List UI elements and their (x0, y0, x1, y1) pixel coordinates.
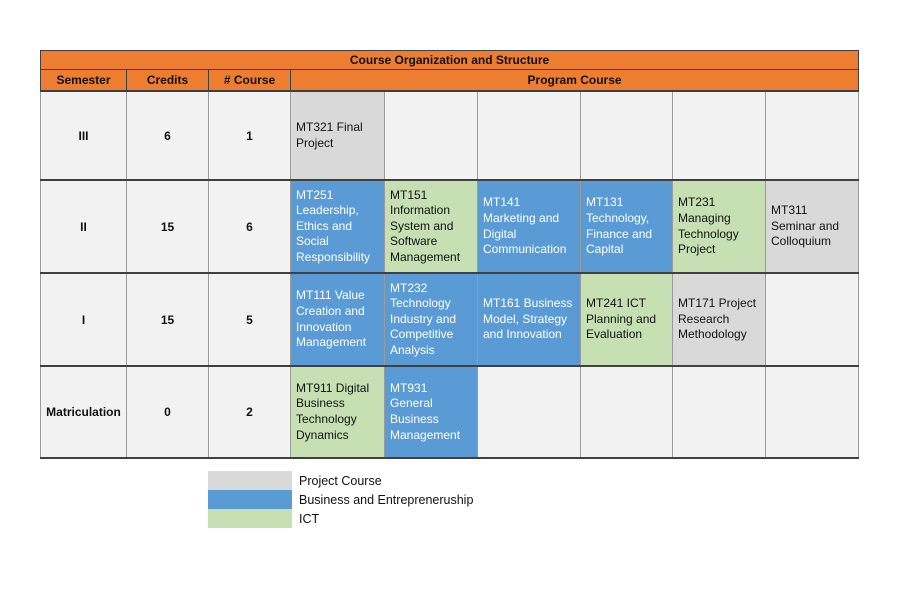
semester-label: II (41, 180, 127, 273)
col-header-semester: Semester (41, 70, 127, 92)
course-cell: MT151 Information System and Software Management (385, 180, 478, 273)
num-course-value: 1 (209, 91, 291, 180)
course-cell-empty (766, 273, 859, 366)
course-cell-empty (673, 91, 766, 180)
course-cell-empty (581, 91, 673, 180)
credits-value: 15 (127, 180, 209, 273)
legend-item-ict (208, 509, 473, 528)
course-cell-empty (385, 91, 478, 180)
table-title-row (41, 51, 859, 70)
course-cell-empty (766, 91, 859, 180)
col-header-num-course: # Course (209, 70, 291, 92)
course-cell: MT161 Business Model, Strategy and Innovation (478, 273, 581, 366)
semester-row-iii (41, 91, 859, 180)
col-header-program-course: Program Course (291, 70, 859, 92)
course-cell: MT931 General Business Management (385, 366, 478, 458)
legend-label-project-course: Project Course (299, 473, 382, 488)
credits-value: 0 (127, 366, 209, 458)
course-cell-empty (478, 91, 581, 180)
semester-row-matriculation (41, 366, 859, 458)
course-cell-empty (673, 366, 766, 458)
semester-row-i (41, 273, 859, 366)
course-cell: MT231 Managing Technology Project (673, 180, 766, 273)
course-cell: MT241 ICT Planning and Evaluation (581, 273, 673, 366)
course-cell: MT232 Technology Industry and Competitive Analysis (385, 273, 478, 366)
course-cell-empty (581, 366, 673, 458)
course-cell-empty (766, 366, 859, 458)
course-organization-table (40, 50, 859, 459)
num-course-value: 2 (209, 366, 291, 458)
num-course-value: 6 (209, 180, 291, 273)
col-header-credits: Credits (127, 70, 209, 92)
course-cell: MT111 Value Creation and Innovation Management (291, 273, 385, 366)
course-cell: MT141 Marketing and Digital Communication (478, 180, 581, 273)
legend (208, 471, 473, 528)
semester-label: III (41, 91, 127, 180)
course-cell: MT321 Final Project (291, 91, 385, 180)
course-cell: MT171 Project Research Methodology (673, 273, 766, 366)
legend-label-ict: ICT (299, 511, 320, 526)
num-course-value: 5 (209, 273, 291, 366)
credits-value: 15 (127, 273, 209, 366)
legend-swatch-project-course (208, 471, 292, 490)
course-cell-empty (478, 366, 581, 458)
legend-label-business-entrepreneurship: Business and Entrepreneruship (299, 492, 474, 507)
course-cell: MT311 Seminar and Colloquium (766, 180, 859, 273)
course-cell: MT911 Digital Business Technology Dynamics (291, 366, 385, 458)
semester-label: I (41, 273, 127, 366)
legend-swatch-business-entrepreneurship (208, 490, 292, 509)
legend-item-business (208, 490, 473, 509)
table-header-row (41, 70, 859, 92)
semester-row-ii (41, 180, 859, 273)
legend-item-project (208, 471, 473, 490)
legend-swatch-ict (208, 509, 292, 528)
course-cell: MT251 Leadership, Ethics and Social Responsibility (291, 180, 385, 273)
semester-label: Matriculation (41, 366, 127, 458)
course-cell: MT131 Technology, Finance and Capital (581, 180, 673, 273)
table-title: Course Organization and Structure (41, 51, 859, 70)
credits-value: 6 (127, 91, 209, 180)
